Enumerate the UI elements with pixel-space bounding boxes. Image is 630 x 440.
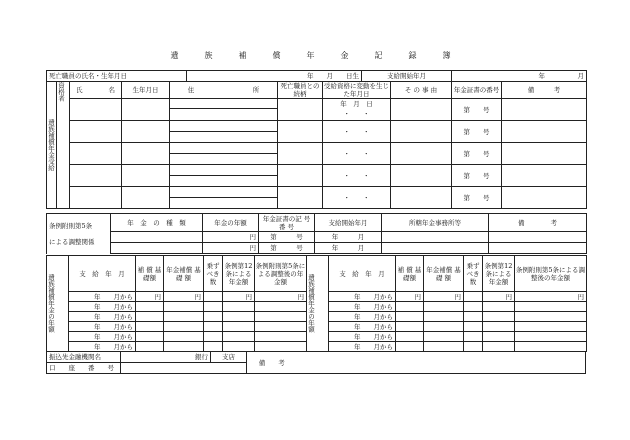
pension-base-cell[interactable]: [424, 302, 464, 312]
period-cell: 年 月から: [69, 302, 136, 312]
pension-base-cell[interactable]: [424, 342, 464, 352]
art12-cell[interactable]: [223, 302, 255, 312]
art12-cell[interactable]: [483, 322, 515, 332]
adjust-start: 年 月: [315, 232, 382, 243]
office-cell[interactable]: [382, 243, 489, 254]
multiplier-cell[interactable]: [464, 322, 483, 332]
col-adjusted: 条例附則第5条による調整後の年金額: [515, 256, 587, 292]
change-date: ・ ・: [323, 109, 391, 121]
address-cell[interactable]: [170, 187, 278, 198]
base-cell[interactable]: [136, 342, 164, 352]
page-title: 遺 族 補 償 年 金 記 録 簿: [170, 51, 460, 60]
base-cell: 円: [396, 292, 424, 302]
adjust-notes-cell[interactable]: [489, 243, 587, 254]
notes-cell[interactable]: [502, 121, 587, 143]
multiplier-cell[interactable]: [204, 312, 223, 322]
dob-cell[interactable]: [122, 143, 170, 165]
footer-notes-area[interactable]: [296, 351, 586, 374]
start-value: 年 月: [452, 71, 587, 82]
col-relation: 死亡職員との続柄: [278, 82, 323, 99]
col-office: 所轄年金事務所等: [382, 214, 489, 232]
col-pension-base: 年金補償 基 礎 額: [424, 256, 464, 292]
base-cell[interactable]: [136, 332, 164, 342]
relation-cell[interactable]: [278, 187, 323, 209]
office-cell[interactable]: [382, 232, 489, 243]
notes-cell[interactable]: [502, 99, 587, 121]
pension-base-cell[interactable]: [164, 312, 204, 322]
pension-base-cell: 円: [424, 292, 464, 302]
change-date: ・ ・: [323, 121, 391, 143]
col-multiplier: 乗ずべき数: [464, 256, 483, 292]
pension-base-cell[interactable]: [424, 322, 464, 332]
multiplier-cell[interactable]: [464, 342, 483, 352]
col-address: 住 所: [170, 82, 278, 99]
change-date: ・ ・: [323, 143, 391, 165]
footer-table: [46, 351, 297, 374]
address-cell[interactable]: [170, 154, 278, 165]
reason-cell[interactable]: [391, 187, 452, 209]
relation-cell[interactable]: [278, 99, 323, 121]
side-label-a: 資格者: [57, 82, 65, 102]
multiplier-cell[interactable]: [464, 312, 483, 322]
address-cell[interactable]: [170, 132, 278, 143]
notes-cell[interactable]: [502, 165, 587, 187]
col-period: 支 給 年 月: [329, 256, 396, 292]
col-base: 補 償 基礎額: [396, 256, 424, 292]
pension-base-cell[interactable]: [424, 312, 464, 322]
bank-suffix: 銀行: [121, 352, 211, 363]
art12-cell[interactable]: [223, 322, 255, 332]
pension-amount: 円: [203, 243, 259, 254]
annual-side-label: 遺族補償年金の年額: [47, 274, 55, 333]
pension-base-cell[interactable]: [424, 332, 464, 342]
col-notes: 備 考: [502, 82, 587, 99]
change-date-header: 年 月 日: [323, 99, 391, 109]
multiplier-cell[interactable]: [464, 302, 483, 312]
cert-no: 第 号: [452, 121, 502, 143]
col-change: 受給資格に変動を生じた年月日: [324, 82, 389, 98]
branch-suffix: 支店: [211, 352, 247, 363]
deceased-name-label: 死亡職員の氏名・生年月日: [47, 71, 187, 82]
col-adjust-notes: 備 考: [489, 214, 587, 232]
base-cell: 円: [136, 292, 164, 302]
adjust-label-a: 条例附則第5条: [49, 221, 93, 230]
col-multiplier: 乗ずべき数: [204, 256, 223, 292]
account-label: 口 座 番 号: [47, 363, 121, 374]
reason-cell[interactable]: [391, 99, 452, 121]
period-cell: 年 月から: [329, 302, 396, 312]
multiplier-cell[interactable]: [204, 302, 223, 312]
col-dob: 生年月日: [122, 82, 170, 99]
adjusted-cell[interactable]: [255, 342, 307, 352]
col-period: 支 給 年 月: [69, 256, 136, 292]
multiplier-cell[interactable]: [204, 322, 223, 332]
art12-cell[interactable]: [483, 332, 515, 342]
adjust-start: 年 月: [315, 243, 382, 254]
dob-cell[interactable]: [122, 187, 170, 209]
col-pension-amount: 年金の年額: [203, 214, 259, 232]
address-cell[interactable]: [170, 109, 278, 121]
adjusted-cell[interactable]: [255, 312, 307, 322]
multiplier-cell[interactable]: [204, 292, 223, 302]
col-cert: 年金証書の番号: [452, 82, 502, 99]
base-cell[interactable]: [396, 312, 424, 322]
adjust-table: [46, 213, 587, 254]
base-cell[interactable]: [136, 302, 164, 312]
period-cell: 年 月から: [69, 312, 136, 322]
art12-cell[interactable]: [223, 332, 255, 342]
pension-base-cell[interactable]: [164, 322, 204, 332]
base-cell[interactable]: [396, 342, 424, 352]
notes-cell[interactable]: [502, 187, 587, 209]
base-cell[interactable]: [396, 332, 424, 342]
art12-cell[interactable]: [223, 342, 255, 352]
multiplier-cell[interactable]: [464, 332, 483, 342]
art12-cell[interactable]: [483, 342, 515, 352]
art12-cell[interactable]: [483, 302, 515, 312]
deceased-dob: 年 月 日生: [187, 71, 362, 82]
annual-side-label: 遺族補償年金の年額: [307, 274, 315, 333]
footer-notes: 備 考: [247, 352, 297, 374]
base-cell[interactable]: [136, 322, 164, 332]
name-cell[interactable]: [70, 121, 122, 143]
pension-type-cell[interactable]: [111, 232, 203, 243]
base-cell[interactable]: [136, 312, 164, 322]
period-cell: 年 月から: [69, 342, 136, 352]
period-cell: 年 月から: [69, 322, 136, 332]
col-adjust-start: 支給開始年月: [315, 214, 382, 232]
col-pension-type: 年 金 の 種 類: [111, 214, 203, 232]
multiplier-cell[interactable]: [464, 292, 483, 302]
name-cell[interactable]: [70, 99, 122, 121]
period-cell: 年 月から: [329, 312, 396, 322]
period-cell: 年 月から: [69, 332, 136, 342]
col-art12: 条例第12条による年金額: [483, 256, 515, 292]
relation-cell[interactable]: [278, 165, 323, 187]
cert-no: 第 号: [452, 99, 502, 121]
cert-no: 第 号: [452, 143, 502, 165]
address-cell[interactable]: [170, 121, 278, 132]
base-cell[interactable]: [396, 302, 424, 312]
reason-cell[interactable]: [391, 143, 452, 165]
period-cell: 年 月から: [329, 332, 396, 342]
notes-cell[interactable]: [502, 143, 587, 165]
col-adjusted: 条例附則第5条による調整後の年金額: [255, 256, 307, 292]
name-cell[interactable]: [70, 187, 122, 209]
dob-cell[interactable]: [122, 99, 170, 121]
address-cell[interactable]: [170, 176, 278, 187]
reason-cell[interactable]: [391, 165, 452, 187]
period-cell: 年 月から: [69, 292, 136, 302]
col-pension-base: 年金補償 基 礎 額: [164, 256, 204, 292]
pension-base-cell[interactable]: [164, 342, 204, 352]
annual-table: [46, 255, 587, 352]
art12-cell[interactable]: [223, 312, 255, 322]
adjusted-cell[interactable]: [515, 302, 587, 312]
art12-cell[interactable]: [483, 312, 515, 322]
recipients-table: [46, 81, 587, 209]
multiplier-cell[interactable]: [204, 332, 223, 342]
name-cell[interactable]: [70, 165, 122, 187]
adjusted-cell[interactable]: [255, 302, 307, 312]
col-name: 氏 名: [70, 82, 122, 99]
col-base: 補 償 基礎額: [136, 256, 164, 292]
col-reason: そ の 事 由: [391, 82, 452, 99]
period-cell: 年 月から: [329, 342, 396, 352]
start-label: 支給開始年月: [362, 71, 452, 82]
col-art12: 条例第12条による年金額: [223, 256, 255, 292]
address-cell[interactable]: [170, 198, 278, 209]
account-number-cell[interactable]: [121, 363, 247, 374]
cert-no: 第 号: [452, 165, 502, 187]
adjust-label-b: による調整関係: [49, 237, 95, 246]
adjusted-cell[interactable]: [255, 332, 307, 342]
adjust-cert-no: 第 号: [259, 232, 315, 243]
relation-cell[interactable]: [278, 143, 323, 165]
change-date: ・ ・: [323, 187, 391, 209]
art12-cell: 円: [483, 292, 515, 302]
adjusted-cell[interactable]: [515, 322, 587, 332]
address-cell[interactable]: [170, 99, 278, 109]
period-cell: 年 月から: [329, 322, 396, 332]
dob-cell[interactable]: [122, 121, 170, 143]
col-adjust-cert: 年金証書の記 号 番 号: [259, 214, 315, 232]
change-date: ・ ・: [323, 165, 391, 187]
adjusted-cell[interactable]: [515, 312, 587, 322]
pension-base-cell[interactable]: [164, 332, 204, 342]
adjust-notes-cell[interactable]: [489, 232, 587, 243]
dob-cell[interactable]: [122, 165, 170, 187]
pension-base-cell[interactable]: [164, 302, 204, 312]
period-cell: 年 月から: [329, 292, 396, 302]
address-cell[interactable]: [170, 165, 278, 176]
base-cell[interactable]: [396, 322, 424, 332]
adjusted-cell[interactable]: [515, 332, 587, 342]
pension-type-cell[interactable]: [111, 243, 203, 254]
relation-cell[interactable]: [278, 121, 323, 143]
address-cell[interactable]: [170, 143, 278, 154]
adjusted-cell: 円: [255, 292, 307, 302]
adjusted-cell[interactable]: [515, 342, 587, 352]
bank-label: 振込先金融機関名: [47, 352, 121, 363]
adjusted-cell[interactable]: [255, 322, 307, 332]
reason-cell[interactable]: [391, 121, 452, 143]
pension-base-cell: 円: [164, 292, 204, 302]
adjusted-cell: 円: [515, 292, 587, 302]
multiplier-cell[interactable]: [204, 342, 223, 352]
pension-amount: 円: [203, 232, 259, 243]
art12-cell: 円: [223, 292, 255, 302]
cert-no: 第 号: [452, 187, 502, 209]
adjust-cert-no: 第 号: [259, 243, 315, 254]
name-cell[interactable]: [70, 143, 122, 165]
side-label-b: 遺族補償年金受給: [47, 118, 55, 171]
